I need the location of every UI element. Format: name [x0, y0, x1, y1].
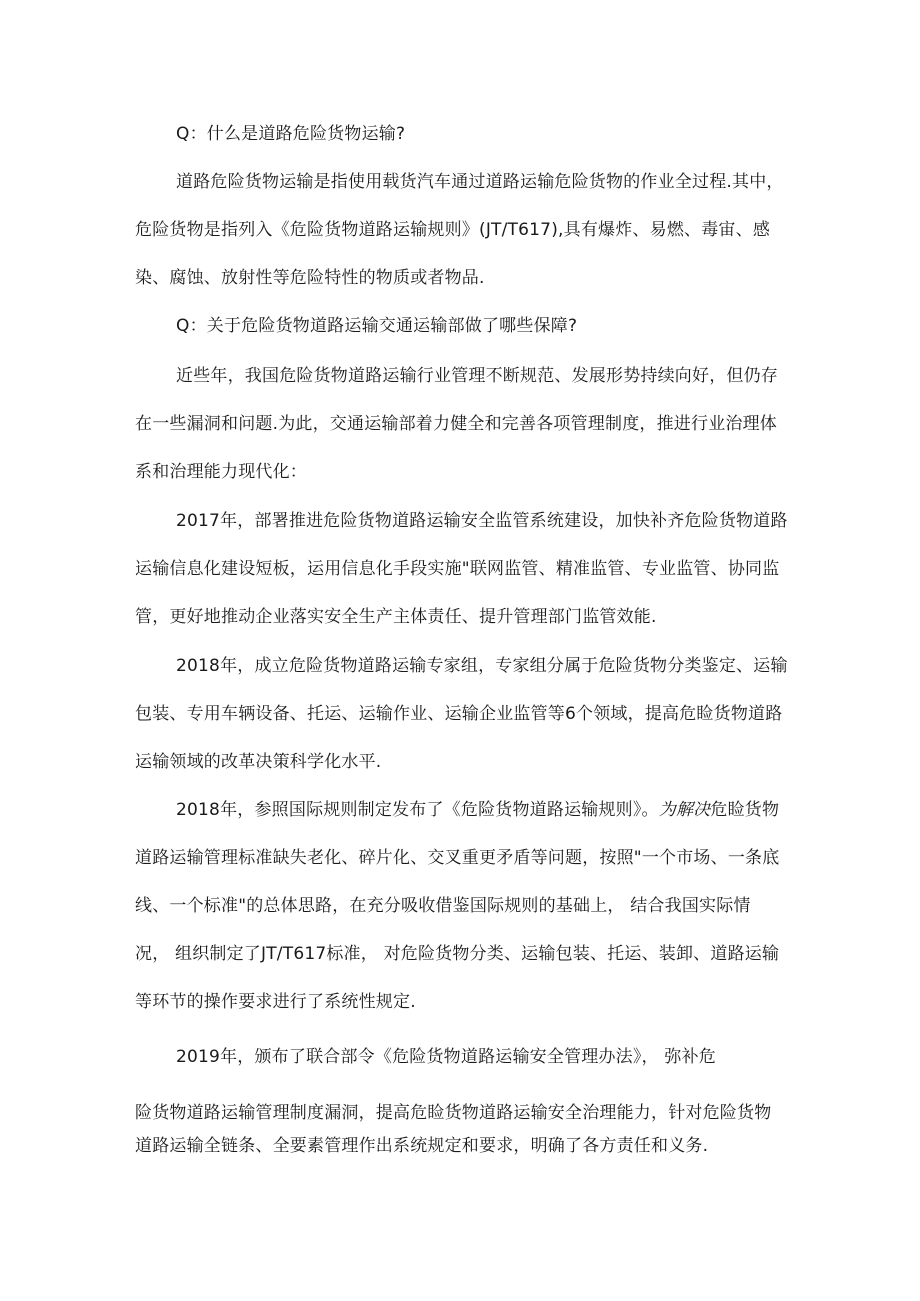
- para-2017-line-3: 管，更好地推动企业落实安全生产主体责任、提升管理部门监管效能.: [135, 607, 657, 627]
- para-2017-line-1: 2017年，部署推进危险货物道路运输安全监管系统建设，加快补齐危险货物道路: [176, 511, 788, 531]
- para-2018b-line-1-suffix: 危睑货物: [710, 800, 780, 820]
- answer-2-line-2: 在一些漏洞和问题.为此，交通运输部着力健全和完善各项管理制度，推进行业治理体: [135, 414, 778, 434]
- answer-2-line-1: 近些年，我国危险货物道路运输行业管理不断规范、发展形势持续向好，但仍存: [176, 366, 778, 386]
- para-2017-line-2: 运输信息化建设短板，运用信息化手段实施"联网监管、精准监管、专业监管、协同监: [135, 559, 780, 579]
- para-2018a-line-1: 2018年，成立危险货物道路运输专家组，专家组分属于危险货物分类鉴定、运输: [176, 656, 788, 676]
- question-2: Q：关于危险货物道路运输交通运输部做了哪些保障?: [176, 316, 578, 336]
- answer-1-line-2: 危险货物是指列入《危险货物道路运输规则》(JT/T617),具有爆炸、易燃、毒宙、感: [135, 220, 771, 240]
- para-2018b-line-2: 道路运输管理标准缺失老化、碎片化、交叉重更矛盾等问题，按照"一个市场、一条底: [135, 848, 780, 868]
- para-2018a-line-3: 运输领域的改革决策科学化水平.: [135, 752, 382, 772]
- para-2019-line-2: 险货物道路运输管理制度漏洞，提高危睑货物道路运输安全治理能力，针对危险货物: [135, 1103, 772, 1123]
- answer-2-line-3: 系和治理能力现代化：: [135, 462, 307, 482]
- para-2018b-line-1-prefix: 2018年，参照国际规则制定发布了《危险货物道路运输规则》。: [176, 800, 659, 820]
- para-2018b-line-3: 线、一个标准"的总体思路，在充分吸收借鉴国际规则的基础上， 结合我国实际情: [135, 896, 751, 916]
- para-2018b-line-1: [176, 798, 796, 822]
- para-2019-line-3: 道路运输全链条、全要素管理作出系统规定和要求，明确了各方责任和义务.: [135, 1136, 709, 1156]
- question-1: Q：什么是道路危险货物运输?: [176, 124, 406, 144]
- para-2018a-line-2: 包装、专用车辆设备、托运、运输作业、运输企业监管等6个领域，提高危睑货物道路: [135, 704, 783, 724]
- answer-1-line-1: 道路危险货物运输是指使用载货汽车通过道路运输危险货物的作业全过程.其中，: [176, 172, 784, 192]
- para-2019-line-1: 2019年，颁布了联合部令《危险货物道路运输安全管理办法》， 弥补危: [176, 1047, 716, 1067]
- para-2018b-line-4: 况， 组织制定了JT/T617标准， 对危险货物分类、运输包装、托运、装卸、道路运输: [135, 944, 780, 964]
- para-2018b-line-1-italic: 为解决: [658, 800, 711, 820]
- answer-1-line-3: 染、腐蚀、放射性等危险特性的物质或者物品.: [135, 268, 485, 288]
- para-2018b-line-5: 等环节的操作要求进行了系统性规定.: [135, 992, 416, 1012]
